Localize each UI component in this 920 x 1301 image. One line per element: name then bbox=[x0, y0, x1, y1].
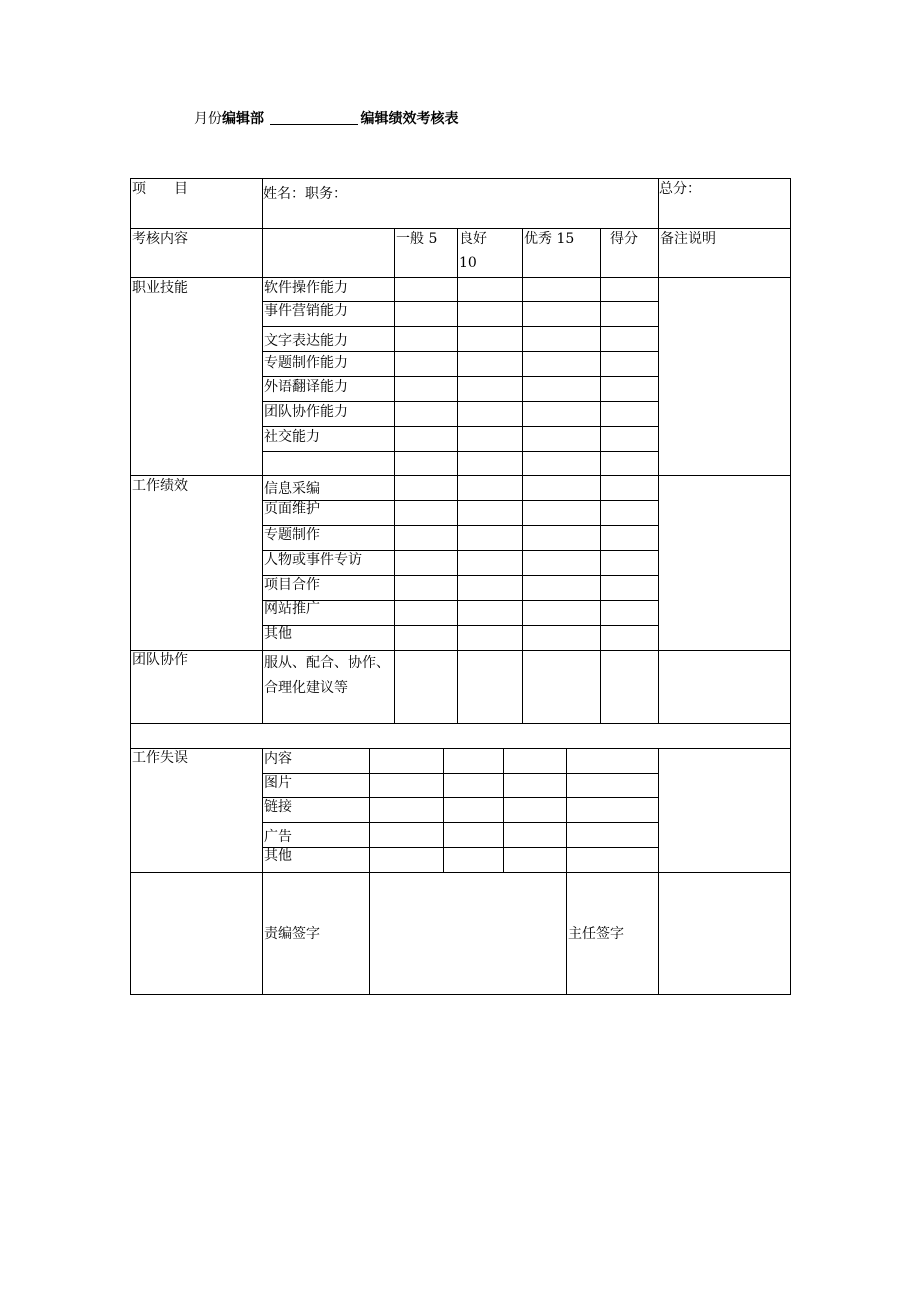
performance-label-cell bbox=[130, 475, 263, 651]
performance-score-input[interactable] bbox=[457, 625, 523, 651]
header-item-label: 项 目 bbox=[132, 181, 188, 197]
mistakes-input[interactable] bbox=[503, 748, 567, 774]
mistakes-item-label: 其他 bbox=[264, 848, 292, 864]
mistakes-input[interactable] bbox=[443, 822, 504, 848]
performance-score-input[interactable] bbox=[600, 625, 659, 651]
skills-item-label: 专题制作能力 bbox=[264, 355, 348, 371]
skills-item-label: 社交能力 bbox=[264, 429, 320, 445]
mistakes-input[interactable] bbox=[369, 822, 444, 848]
col-good-label: 良好 bbox=[459, 231, 487, 247]
skills-item-label: 软件操作能力 bbox=[264, 280, 348, 296]
skills-score-input[interactable] bbox=[522, 277, 601, 302]
title-month: 月份 bbox=[194, 111, 222, 127]
performance-score-input[interactable] bbox=[457, 600, 523, 626]
skills-score-input[interactable] bbox=[457, 426, 523, 452]
mistakes-input[interactable] bbox=[503, 773, 567, 798]
team-score-input[interactable] bbox=[522, 650, 601, 724]
skills-score-input[interactable] bbox=[600, 277, 659, 302]
editor-signature-label: 责编签字 bbox=[264, 926, 320, 942]
skills-score-input[interactable] bbox=[600, 451, 659, 476]
skills-score-input[interactable] bbox=[394, 451, 458, 476]
skills-label-cell bbox=[130, 277, 263, 476]
performance-score-input[interactable] bbox=[394, 600, 458, 626]
performance-item-label: 专题制作 bbox=[264, 527, 320, 543]
performance-score-input[interactable] bbox=[394, 475, 458, 501]
mistakes-input[interactable] bbox=[566, 748, 659, 774]
mistakes-input[interactable] bbox=[503, 847, 567, 873]
mistakes-input[interactable] bbox=[369, 797, 444, 823]
col-good-value: 10 bbox=[459, 255, 477, 271]
performance-score-input[interactable] bbox=[457, 475, 523, 501]
total-score-label: 总分： bbox=[659, 181, 701, 197]
performance-score-input[interactable] bbox=[600, 600, 659, 626]
mistakes-input[interactable] bbox=[443, 748, 504, 774]
performance-score-input[interactable] bbox=[522, 525, 601, 551]
skills-score-input[interactable] bbox=[394, 277, 458, 302]
performance-score-input[interactable] bbox=[394, 575, 458, 601]
team-score-input[interactable] bbox=[457, 650, 523, 724]
skills-score-input[interactable] bbox=[394, 401, 458, 427]
skills-score-input[interactable] bbox=[522, 426, 601, 452]
skills-score-input[interactable] bbox=[394, 301, 458, 327]
skills-score-input[interactable] bbox=[394, 376, 458, 402]
director-signature-label: 主任签字 bbox=[568, 926, 624, 942]
skills-score-input[interactable] bbox=[457, 451, 523, 476]
name-position-label: 姓名：职务： bbox=[263, 186, 347, 202]
skills-score-input[interactable] bbox=[457, 376, 523, 402]
performance-score-input[interactable] bbox=[600, 575, 659, 601]
mistakes-item-label: 内容 bbox=[264, 751, 292, 767]
performance-score-input[interactable] bbox=[522, 575, 601, 601]
col-score-label: 得分 bbox=[610, 231, 638, 247]
team-label: 团队协作 bbox=[132, 652, 188, 668]
blank-row bbox=[130, 723, 791, 749]
skills-item-label: 文字表达能力 bbox=[264, 333, 348, 349]
skills-score-input[interactable] bbox=[394, 326, 458, 352]
skills-remarks-cell[interactable] bbox=[658, 277, 791, 476]
skills-item-label: 团队协作能力 bbox=[264, 404, 348, 420]
performance-score-input[interactable] bbox=[394, 625, 458, 651]
skills-score-input[interactable] bbox=[600, 376, 659, 402]
mistakes-input[interactable] bbox=[503, 797, 567, 823]
mistakes-remarks-cell[interactable] bbox=[658, 748, 791, 873]
skills-score-input[interactable] bbox=[600, 401, 659, 427]
performance-score-input[interactable] bbox=[600, 475, 659, 501]
skills-score-input[interactable] bbox=[522, 301, 601, 327]
performance-label: 工作绩效 bbox=[132, 478, 188, 494]
performance-remarks-cell[interactable] bbox=[658, 475, 791, 651]
performance-score-input[interactable] bbox=[394, 500, 458, 526]
col-excellent-label: 优秀 15 bbox=[524, 231, 575, 247]
mistakes-item-label: 广告 bbox=[264, 829, 292, 845]
title-name: 编辑绩效考核表 bbox=[360, 111, 459, 127]
performance-score-input[interactable] bbox=[394, 525, 458, 551]
skills-score-input[interactable] bbox=[394, 426, 458, 452]
performance-score-input[interactable] bbox=[522, 550, 601, 576]
team-score-input[interactable] bbox=[600, 650, 659, 724]
mistakes-input[interactable] bbox=[566, 822, 659, 848]
mistakes-input[interactable] bbox=[503, 822, 567, 848]
mistakes-input[interactable] bbox=[443, 773, 504, 798]
performance-item-label: 人物或事件专访 bbox=[264, 552, 362, 568]
skills-score-input[interactable] bbox=[457, 326, 523, 352]
mistakes-input[interactable] bbox=[566, 773, 659, 798]
mistakes-input[interactable] bbox=[443, 847, 504, 873]
performance-item-label: 项目合作 bbox=[264, 577, 320, 593]
skills-score-input[interactable] bbox=[600, 326, 659, 352]
team-score-input[interactable] bbox=[394, 650, 458, 724]
skills-score-input[interactable] bbox=[522, 351, 601, 377]
director-signature-field[interactable] bbox=[658, 872, 791, 995]
skills-score-input[interactable] bbox=[522, 401, 601, 427]
mistakes-label: 工作失误 bbox=[132, 750, 188, 766]
performance-score-input[interactable] bbox=[600, 550, 659, 576]
performance-score-input[interactable] bbox=[522, 600, 601, 626]
team-remarks-cell[interactable] bbox=[658, 650, 791, 724]
col-remarks-label: 备注说明 bbox=[660, 231, 716, 247]
team-description: 服从、配合、协作、合理化建议等 bbox=[264, 655, 390, 696]
skills-item-label: 事件营销能力 bbox=[264, 303, 348, 319]
mistakes-input[interactable] bbox=[369, 847, 444, 873]
performance-score-input[interactable] bbox=[457, 500, 523, 526]
mistakes-input[interactable] bbox=[566, 847, 659, 873]
skills-score-input[interactable] bbox=[600, 351, 659, 377]
mistakes-input[interactable] bbox=[566, 797, 659, 823]
skills-score-input[interactable] bbox=[457, 351, 523, 377]
performance-item-label: 信息采编 bbox=[264, 481, 320, 497]
skills-item-row bbox=[262, 451, 395, 476]
col-subitem-cell bbox=[262, 228, 395, 278]
performance-score-input[interactable] bbox=[600, 500, 659, 526]
performance-score-input[interactable] bbox=[457, 575, 523, 601]
mistakes-input[interactable] bbox=[369, 748, 444, 774]
mistakes-input[interactable] bbox=[443, 797, 504, 823]
col-content-label: 考核内容 bbox=[132, 231, 188, 247]
performance-score-input[interactable] bbox=[522, 500, 601, 526]
skills-item-label: 外语翻译能力 bbox=[264, 379, 348, 395]
skills-label: 职业技能 bbox=[132, 280, 188, 296]
mistakes-item-label: 图片 bbox=[264, 775, 292, 791]
performance-score-input[interactable] bbox=[457, 550, 523, 576]
performance-item-label: 其他 bbox=[264, 626, 292, 642]
skills-score-input[interactable] bbox=[522, 326, 601, 352]
editor-signature-field[interactable] bbox=[369, 872, 567, 995]
col-general-label: 一般 5 bbox=[396, 231, 438, 247]
skills-score-input[interactable] bbox=[394, 351, 458, 377]
performance-score-input[interactable] bbox=[394, 550, 458, 576]
performance-score-input[interactable] bbox=[522, 475, 601, 501]
performance-item-label: 页面维护 bbox=[264, 501, 320, 517]
mistakes-input[interactable] bbox=[369, 773, 444, 798]
performance-score-input[interactable] bbox=[600, 525, 659, 551]
skills-score-input[interactable] bbox=[522, 451, 601, 476]
title-dept: 编辑部 bbox=[222, 111, 264, 127]
skills-score-input[interactable] bbox=[600, 426, 659, 452]
performance-score-input[interactable] bbox=[457, 525, 523, 551]
skills-score-input[interactable] bbox=[600, 301, 659, 327]
performance-item-label: 网站推广 bbox=[264, 601, 320, 617]
performance-score-input[interactable] bbox=[522, 625, 601, 651]
skills-score-input[interactable] bbox=[457, 401, 523, 427]
signature-blank-cell bbox=[130, 872, 263, 995]
mistakes-item-label: 链接 bbox=[264, 799, 292, 815]
skills-score-input[interactable] bbox=[457, 277, 523, 302]
skills-score-input[interactable] bbox=[522, 376, 601, 402]
skills-score-input[interactable] bbox=[457, 301, 523, 327]
